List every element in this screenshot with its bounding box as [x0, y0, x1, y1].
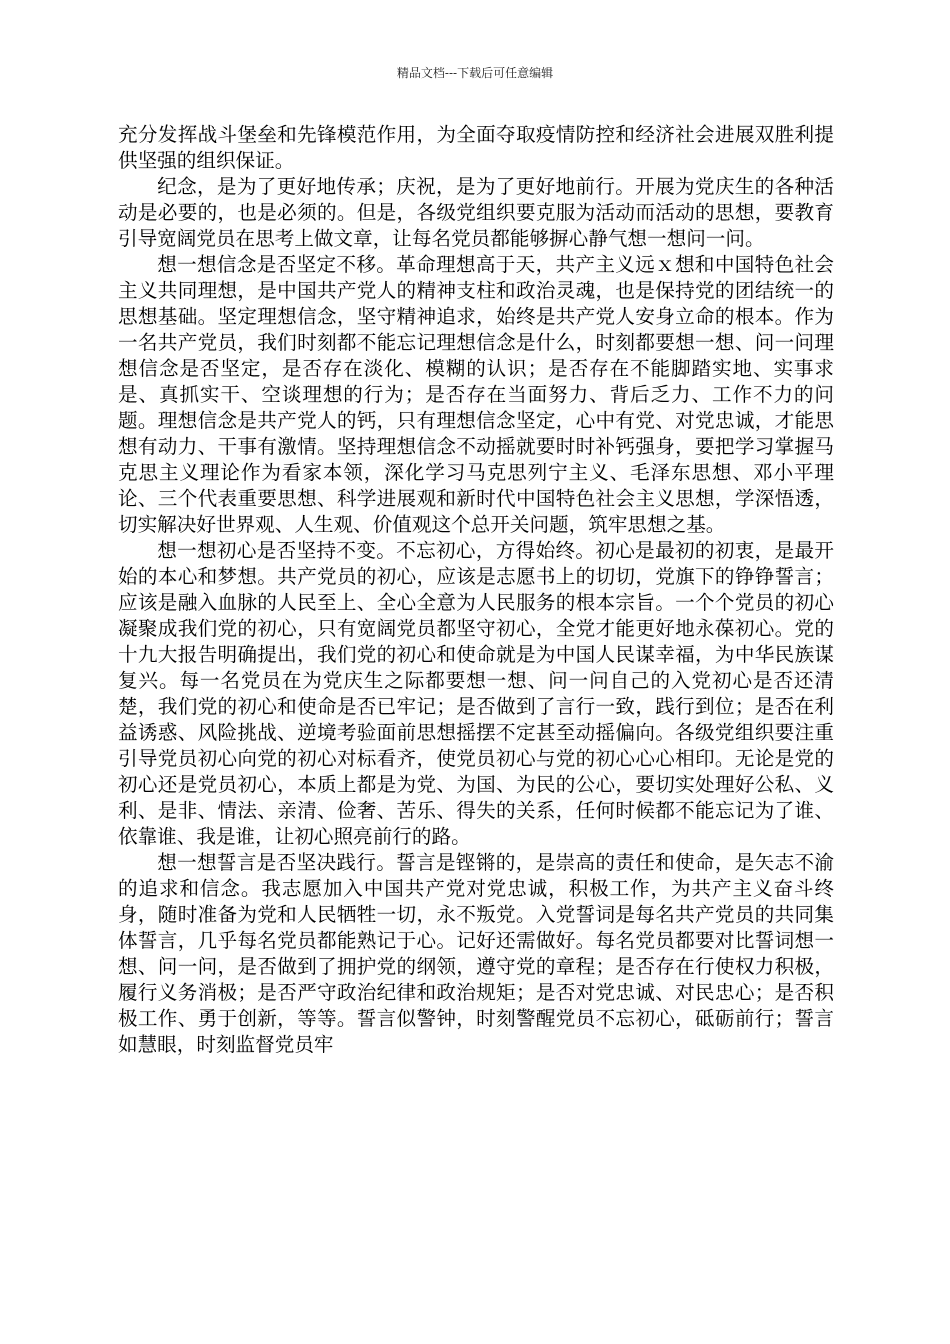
paragraph-5: 想一想誓言是否坚决践行。誓言是铿锵的，是崇高的责任和使命，是矢志不渝的追求和信念。我志愿加入中国共产党对党忠诚，积极工作，为共产主义奋斗终身，随时准备为党和人民牺牲一切，永不叛党。入党誓词是每名共产党员的共同集体誓言，几乎每名党员都能熟记于心。记好还需做好。每名党员都要对比誓词想一想、问一问，是否做到了拥护党的纲领，遵守党的章程；是否存在行使权力积极，履行义务消极；是否严守政治纪律和政治规矩；是否对党忠诚、对民忠心；是否积极工作、勇于创新，等等。誓言似警钟，时刻警醒党员不忘初心，砥砺前行；誓言如慧眼，时刻监督党员牢	[118, 851, 834, 1056]
paragraph-4: 想一想初心是否坚持不变。不忘初心，方得始终。初心是最初的初衷，是最开始的本心和梦想。共产党员的初心，应该是志愿书上的切切，党旗下的铮铮誓言；应该是融入血脉的人民至上、全心全意为人民服务的根本宗旨。一个个党员的初心凝聚成我们党的初心，只有宽阔党员都坚守初心，全党才能更好地永葆初心。党的十九大报告明确提出，我们党的初心和使命就是为中国人民谋幸福，为中华民族谋复兴。每一名党员在为党庆生之际都要想一想、问一问自己的入党初心是否还清楚，我们党的初心和使命是否已牢记；是否做到了言行一致，践行到位；是否在利益诱惑、风险挑战、逆境考验面前思想摇摆不定甚至动摇偏向。各级党组织要注重引导党员初心向党的初心对标看齐，使党员初心与党的初心心心相印。无论是党的初心还是党员初心，本质上都是为党、为国、为民的公心，要切实处理好公私、义利、是非、情法、亲清、俭奢、苦乐、得失的关系，任何时候都不能忘记为了谁、依靠谁、我是谁，让初心照亮前行的路。	[118, 539, 834, 848]
document-body	[118, 122, 834, 1058]
paragraph-2: 纪念，是为了更好地传承；庆祝，是为了更好地前行。开展为党庆生的各种活动是必要的，也是必须的。但是，各级党组织要克服为活动而活动的思想，要教育引导宽阔党员在思考上做文章，让每名党员都能够摒心静气想一想问一问。	[118, 175, 834, 250]
page-header: 精品文档---下载后可任意编辑	[396, 66, 554, 80]
paragraph-1: 充分发挥战斗堡垒和先锋模范作用，为全面夺取疫情防控和经济社会进展双胜利提供坚强的组织保证。	[118, 123, 834, 172]
paragraph-3: 想一想信念是否坚定不移。革命理想高于天，共产主义远ｘ想和中国特色社会主义共同理想，是中国共产党人的精神支柱和政治灵魂，也是保持党的团结统一的思想基础。坚定理想信念，坚守精神追求，始终是共产党人安身立命的根本。作为一名共产党员，我们时刻都不能忘记理想信念是什么，时刻都要想一想、问一问理想信念是否坚定，是否存在淡化、模糊的认识；是否存在不能脚踏实地、实事求是、真抓实干、空谈理想的行为；是否存在当面努力、背后乏力、工作不力的问题。理想信念是共产党人的钙，只有理想信念坚定，心中有党、对党忠诚，才能思想有动力、干事有激情。坚持理想信念不动摇就要时时补钙强身，要把学习掌握马克思主义理论作为看家本领，深化学习马克思列宁主义、毛泽东思想、邓小平理论、三个代表重要思想、科学进展观和新时代中国特色社会主义思想，学深悟透，切实解决好世界观、人生观、价值观这个总开关问题，筑牢思想之基。	[118, 253, 834, 536]
